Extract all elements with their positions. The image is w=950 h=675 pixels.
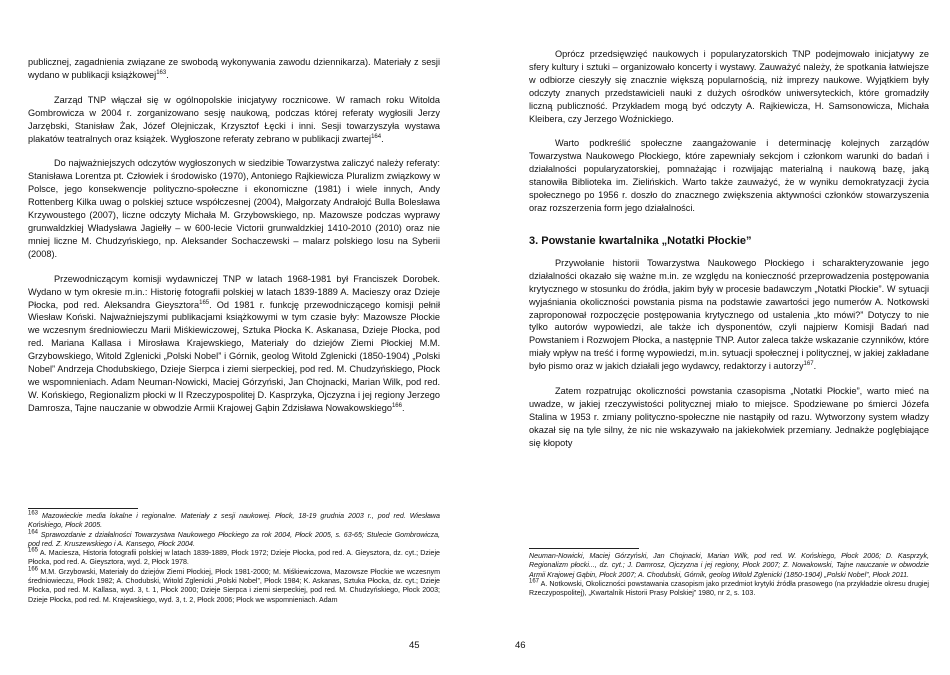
footnote-163 <box>28 512 440 531</box>
right-paragraph-1-text: Oprócz przedsięwzięć naukowych i popularyzatorskich TNP podejmowało inicjatywy ze sfery kultury i sztuki – organizowało koncerty i wystawy. Zauważyć należy, że spotkania łatwiejsze w odbiorze cieszyły się znacznie większą popularnością, niż imprezy naukowe. Wyjątkiem były odczyty znanych przedstawicieli nauki z dużych ośrodków uniwersyteckich, które gromadziły liczną publiczność. Przykładem mogą być odczyty A. Rajkiewicza, H. Samsonowicza, Michała Kleibera, czy Jerzego Woźnickiego. <box>529 49 929 124</box>
footnote-text: Sprawozdanie z działalności Towarzystwa Naukowego Płockiego za rok 2004, Płock 2005, s. 63-65; Stulecie Gombrowicza, pod red. Z. Kruszewskiego i A. Kansego, Płock 2004. <box>28 530 440 548</box>
right-page <box>475 0 950 675</box>
footnote-text: Mazowieckie media lokalne i regionalne. Materiały z sesji naukowej. Płock, 18-19 grudnia 2003 r., pod red. Wiesława Końskiego, Płock 2005. <box>28 512 440 530</box>
section-heading: 3. Powstanie kwartalnika „Notatki Płockie” <box>529 234 752 247</box>
footnote-ref-166[interactable]: 166 <box>391 402 402 409</box>
footnote-text: M.M. Grzybowski, Materiały do dziejów Ziemi Płockiej, Płock 1981-2000; M. Miśkiewiczowa, Mazowsze Płockie we wczesnym średniowieczu, Płock 1982; A. Chodubski, Witold Zglenicki „Polski Nobel”, Płock 1984; K. Askanas, Sztuka Płocka, dz. cyt.; Dzieje Płocka, pod red. M. Kallasa, wyd. 3, t. 1, Płock 2000; Dzieje Sierpca i ziemi sierpeckiej, pod red. M. Chudzyńskiego, Płock 2003; Dzieje Płocka, pod red. M. Krajewskiego, wyd. 3, t. 2, Płock 2006; Płock we wspomnieniach. Adam <box>28 567 440 604</box>
left-paragraph-1-text: publicznej, zagadnienia związane ze swobodą wykonywania zawodu dziennikarza). Materiały z sesji wydano w publikacji książkowej <box>28 57 440 80</box>
footnote-text: A. Maciesza, Historia fotografii polskiej w latach 1839-1889, Płock 1972; Dzieje Płocka, pod red. A. Gieysztora, dz. cyt.; Dzieje Płocka, pod red. A. Gieysztora, wyd. 2, Płock 1978. <box>28 549 440 567</box>
footnote-ref-164[interactable]: 164 <box>371 133 382 140</box>
footnote-number: 165 <box>28 547 39 554</box>
footnote-number: 166 <box>28 566 39 573</box>
footnote-ref-163[interactable]: 163 <box>156 69 167 76</box>
right-paragraph-1 <box>529 48 929 125</box>
footnote-165 <box>28 549 440 568</box>
left-paragraph-4-tail2: . <box>401 402 405 413</box>
right-paragraph-2-text: Warto podkreślić społeczne zaangażowanie i determinację kolejnych zarządów Towarzystwa Naukowego Płockiego, które zapewniały sekcjom i członkom warunki do badań i działalności popularyzatorskiej, pomnażając i rozwijając materialną i naukową bazę, jaką stanowiła Biblioteka im. Zielińskich. Warto także zauważyć, że w wyniku demokratyzacji życia społecznego po 1956 r. doszło do znacznego zwiększenia aktywności członków stowarzyszenia oraz rozszerzenia form jego działalności. <box>529 138 929 213</box>
left-footnotes <box>28 508 440 605</box>
footnote-164 <box>28 531 440 550</box>
left-paragraph-2-tail: . <box>381 133 384 144</box>
left-paragraph-2-text: Zarząd TNP włączał się w ogólnopolskie inicjatywy rocznicowe. W ramach roku Witolda Gombrowicza w 2004 r. zorganizowano sesję naukową, podczas której referaty wygłosili Jerzy Jarzębski, Stanisław Żak, Józef Olejniczak, Krzysztof Łęcki i inni. Sesji towarzyszyła wystawa plakatów teatralnych oraz książek. Wygłoszone referaty zebrano w publikacji zwartej <box>28 94 440 144</box>
right-paragraph-2 <box>529 137 929 214</box>
right-paragraph-4-text: Zatem rozpatrując okoliczności powstania czasopisma „Notatki Płockie”, warto mieć na uwadze, w jakiej rzeczywistości politycznej miało to miejsce. Spodziewane po śmierci Józefa Stalina w 1953 r. zmiany polityczno-społeczne nie nastąpiły od razu. Wytworzony system władzy okazał się na tyle silny, że nic nie wskazywało na jakiekolwiek przemiany. Jednakże poglębiające się kłopoty <box>529 386 929 448</box>
right-paragraph-3-tail: . <box>813 361 817 372</box>
right-paragraph-4 <box>529 385 929 450</box>
left-paragraph-3-text: Do najważniejszych odczytów wygłoszonych w siedzibie Towarzystwa zaliczyć należy referaty: Stanisława Lorentza pt. Człowiek i środowisko (1970), Antoniego Rajkiewicza Pluralizm związkowy w Polsce, jego konsekwencje polityczno-społeczne i ekonomiczne (1981) i wiele innych, Andy Rottenberg Kilka uwag o polskiej sztuce współczesnej (2004), Małgorzaty Andrałojć Bulla Bolesława Krzywoustego (2007), liczne odczyty Michała M. Grzybowskiego, np. Mazowsze podczas wyprawy grunwaldzkiej Władysława Jagiełły – w 600-lecie Victorii grunwaldzkiej 1410-2010 (2010) oraz nie mniej liczne M. Chudzyńskiego, np. Aleksander Sochaczewski – malarz polskiego losu na Syberii (2008). <box>28 158 440 259</box>
footnote-ref-165[interactable]: 165 <box>199 299 210 306</box>
footnote-number: 163 <box>28 510 39 517</box>
footnote-divider <box>28 508 138 509</box>
footnote-166 <box>28 568 440 605</box>
footnote-167 <box>529 580 929 599</box>
footnote-divider <box>529 548 639 549</box>
right-body-text <box>529 48 929 462</box>
left-paragraph-4-text: Przewodniczącym komisji wydawniczej TNP w latach 1968-1981 był Franciszek Dorobek. Wydano w tym okresie m.in.: Historię fotografii polskiej w latach 1839-1889 A. Macieszy oraz Dzieje Płocka, pod red. Aleksandra Gieysztora <box>28 273 440 310</box>
page-number-left: 45 <box>409 640 420 651</box>
left-body-text <box>28 56 440 427</box>
left-paragraph-4-tail: . Od 1981 r. funkcję przewodniczącego komisji pełnił Wiesław Koński. Najważniejszymi publikacjami książkowymi w tym czasie były: Mazowsze Płockie we wczesnym średniowieczu Marii Miśkiewiczowej, Sztuka Płocka K. Askanasa, Dzieje Płocka, pod red. Mariana Kallasa i Mirosława Krajewskiego, Materiały do dziejów Ziemi Płockiej M.M. Grzybowskiego, Witold Zglenicki „Polski Nobel” i Górnik, geolog Witold Zglenicki (1850-1904) „Polski Nobel” Andrzeja Chodubskiego, Dzieje Sierpca i ziemi sierpeckiej, pod red. M. Chudzyńskiego, Płock we wspomnieniach. Adam Neuman-Nowicki, Maciej Górzyński, Jan Chojnacki, Marian Wilk, pod red. W. Końskiego, Regionalizm płocki w II Rzeczypospolitej D. Kasprzyka, Ojczyzna i jej regiony Jerzego Damrosza, Tajne nauczanie w obwodzie Armii Krajowej Gąbin Zdzisława Nowakowskiego <box>28 299 440 413</box>
footnote-number: 164 <box>28 529 39 536</box>
right-footnotes <box>529 548 929 598</box>
page-number-right: 46 <box>515 640 526 651</box>
left-paragraph-2 <box>28 94 440 146</box>
left-paragraph-1-tail: . <box>166 69 169 80</box>
left-paragraph-3 <box>28 157 440 260</box>
footnote-text: Neuman-Nowicki, Maciej Górzyński, Jan Chojnacki, Marian Wilk, pod red. W. Końskiego, Płock 2006; D. Kasprzyk, Regionalizm płocki..., dz. cyt.; J. Damrosz, Ojczyzna i jej regiony, Płock 2007; Z. Nowakowski, Tajne nauczanie w obwodzie Armii Krajowej Gąbin, Płock 2007; A. Chodubski, Górnik, geolog Witold Zglenicki (1850-1904) „Polski Nobel”, Płock 2011. <box>529 552 929 579</box>
right-paragraph-3-text: Przywołanie historii Towarzystwa Naukowego Płockiego i scharakteryzowanie jego działalności okazało się ważne m.in. ze względu na konieczność przeprowadzenia postępowania krytycznego w stosunku do źródła, jakim były w procesie badawczym „Notatki Płockie”. W sytuacji wyjaśniania okoliczności powstania pisma na podstawie zawartości jego numerów A. Notkowski zaproponował rozpoczęcie postępowania krytycznego od ustalenia „kto mówi?” Dotyczy to nie tylko autorów wypowiedzi, ale także ich dysponentów, czyli najpierw Komisji Badań nad Powstaniem i Rozwojem Płocka, a następnie TNP. Autor zaleca także wskazanie czynników, które miały wpływ na treść i formę wypowiedzi, m.in. sytuacji społecznej i politycznej, w jakiej zakładane było pismo oraz w jakich działali jego wydawcy, redaktorzy i autorzy <box>529 257 929 372</box>
footnote-166-continued <box>529 552 929 580</box>
footnote-text: A. Notkowski, Okoliczności powstawania czasopism jako przedmiot krytyki źródła prasowego (na przykładzie okresu drugiej Rzeczypospolitej), „Kwartalnik Historii Prasy Polskiej” 1980, nr 2, s. 103. <box>529 579 929 598</box>
footnote-number: 167 <box>529 578 540 585</box>
left-paragraph-4 <box>28 273 440 415</box>
left-paragraph-1 <box>28 56 440 82</box>
right-paragraph-3 <box>529 257 929 373</box>
footnote-ref-167[interactable]: 167 <box>803 361 814 368</box>
